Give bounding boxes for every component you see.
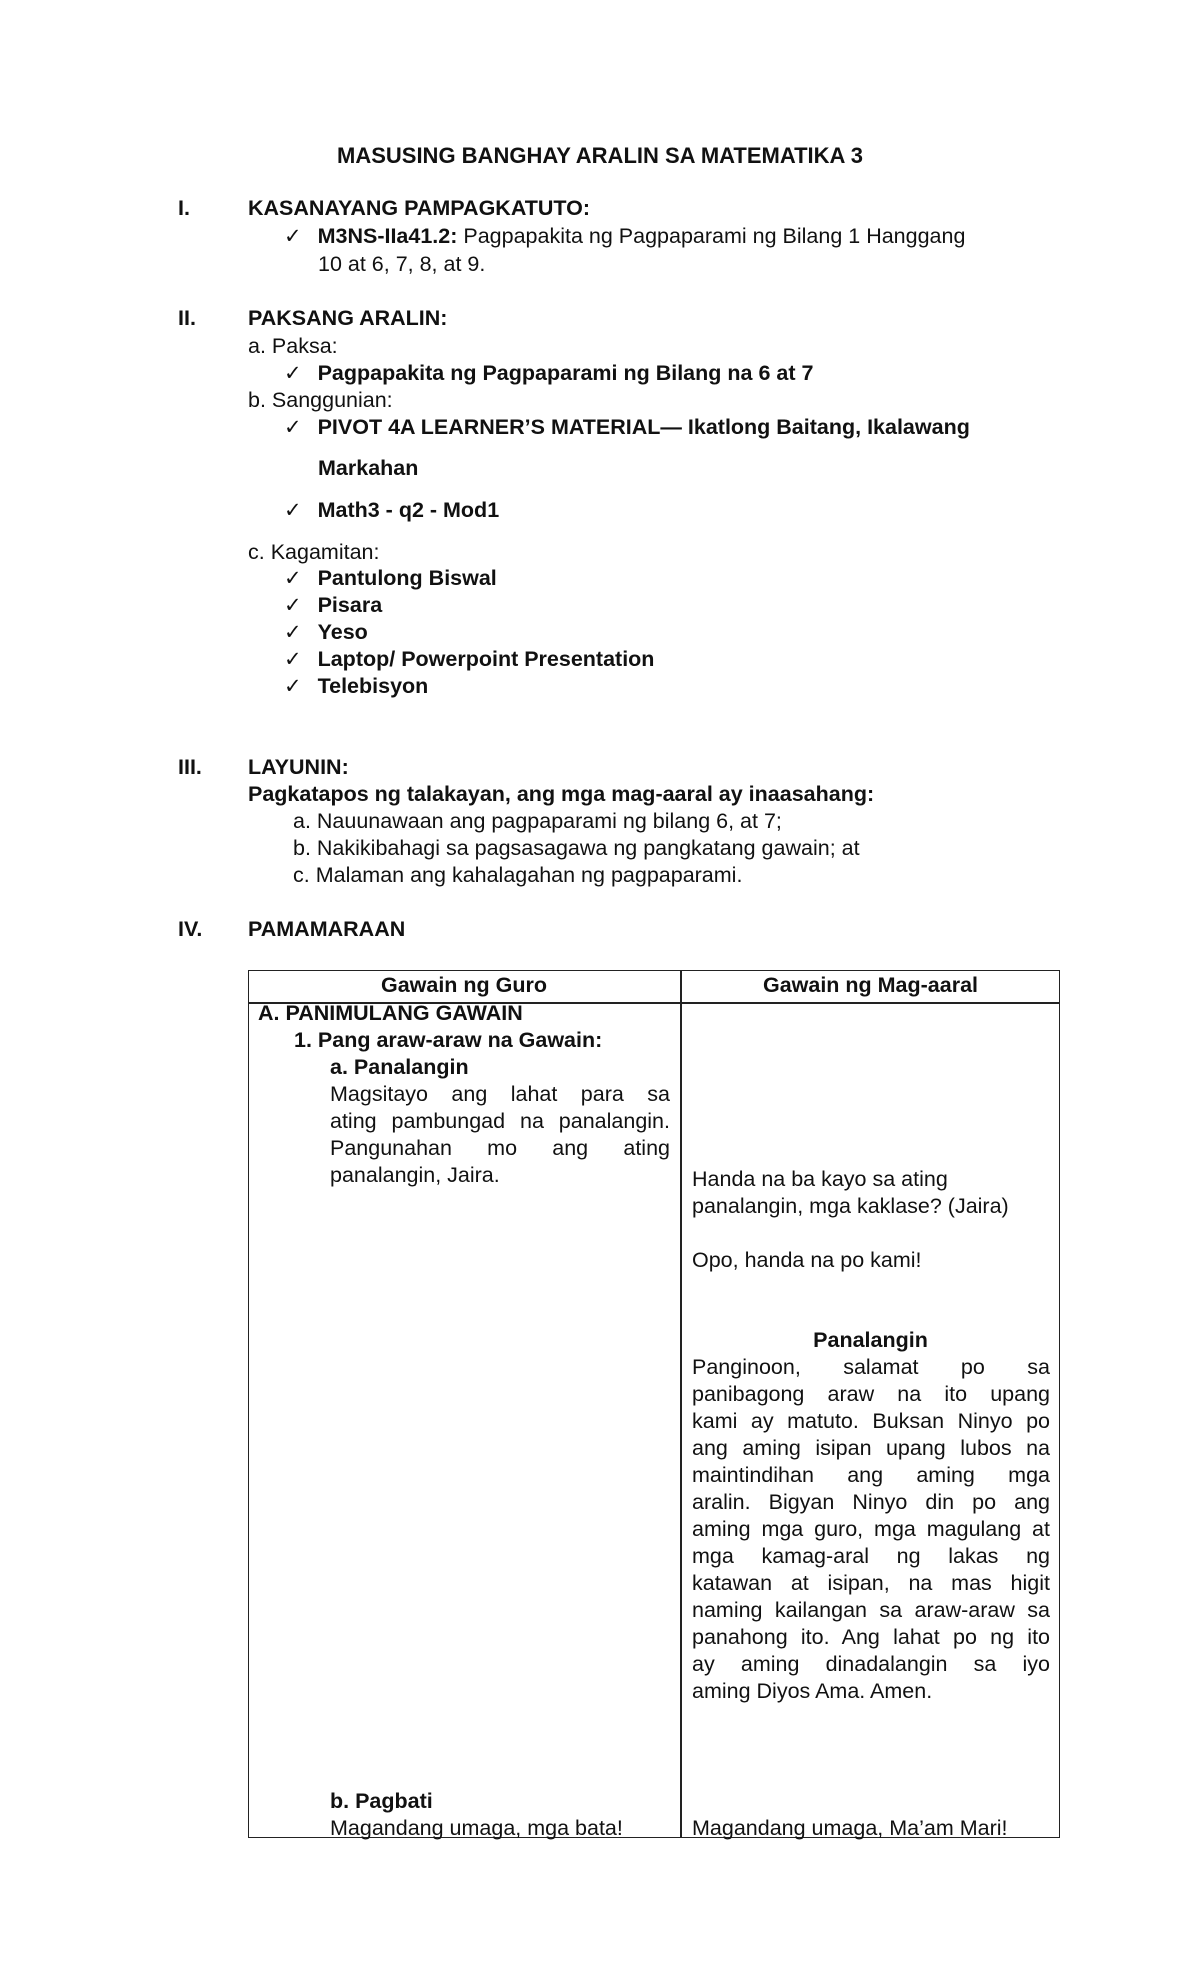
prayer-line: aralin. Bigyan Ninyo din po ang — [692, 1490, 1050, 1514]
check-icon: ✓ — [284, 674, 302, 698]
objective-item: c. Malaman ang kahalagahan ng pagpaparami. — [293, 863, 743, 887]
table-column-divider — [680, 970, 682, 1838]
sanggunian-item-1: ✓ PIVOT 4A LEARNER’S MATERIAL— Ikatlong Baitang, Ikalawang — [284, 415, 970, 439]
table-header-student: Gawain ng Mag-aaral — [762, 973, 979, 997]
sanggunian-item-2: ✓ Math3 - q2 - Mod1 — [284, 498, 500, 522]
teacher-prayer-line: ating pambungad na panalangin. — [330, 1109, 670, 1133]
part-a-heading: A. PANIMULANG GAWAIN — [258, 1001, 523, 1025]
section-4-heading: PAMAMARAAN — [248, 917, 406, 941]
kagamitan-item: ✓ Telebisyon — [284, 674, 429, 698]
objective-item: a. Nauunawaan ang pagpaparami ng bilang 6, at 7; — [293, 809, 782, 833]
prayer-line: maintindihan ang aming mga — [692, 1463, 1050, 1487]
prayer-line: aming mga guro, mga magulang at — [692, 1517, 1050, 1541]
kagamitan-item: ✓ Yeso — [284, 620, 368, 644]
kagamitan-item: ✓ Pantulong Biswal — [284, 566, 497, 590]
check-icon: ✓ — [284, 647, 302, 671]
sub-a-heading: a. Panalangin — [330, 1055, 469, 1079]
kagamitan-item: ✓ Pisara — [284, 593, 383, 617]
competency-text: Pagpapakita ng Pagpaparami ng Bilang 1 Hanggang — [457, 224, 966, 248]
kagamitan-label: c. Kagamitan: — [248, 540, 380, 564]
section-4-numeral: IV. — [178, 917, 203, 941]
section-3-heading: LAYUNIN: — [248, 755, 349, 779]
student-greeting: Magandang umaga, Ma’am Mari! — [692, 1816, 1008, 1840]
student-reply: Opo, handa na po kami! — [692, 1248, 922, 1272]
prayer-line: mga kamag-aral ng lakas ng — [692, 1544, 1050, 1568]
prayer-line: naming kailangan sa araw-araw sa — [692, 1598, 1050, 1622]
table-header-teacher: Gawain ng Guro — [380, 973, 548, 997]
check-icon: ✓ — [284, 566, 302, 590]
prayer-title: Panalangin — [813, 1328, 928, 1352]
check-icon: ✓ — [284, 224, 302, 248]
prayer-line: ang aming isipan upang lubos na — [692, 1436, 1050, 1460]
competency-code: M3NS-IIa41.2: — [317, 224, 458, 248]
sanggunian-label: b. Sanggunian: — [248, 388, 393, 412]
section-2-numeral: II. — [178, 306, 196, 330]
prayer-line: panibagong araw na ito upang — [692, 1382, 1050, 1406]
section-1-numeral: I. — [178, 196, 190, 220]
section-1-heading: KASANAYANG PAMPAGKATUTO: — [248, 196, 591, 220]
document-title: MASUSING BANGHAY ARALIN SA MATEMATIKA 3 — [337, 143, 863, 168]
kagamitan-item: ✓ Laptop/ Powerpoint Presentation — [284, 647, 655, 671]
prayer-line: kami ay matuto. Buksan Ninyo po — [692, 1409, 1050, 1433]
teacher-prayer-line: Pangunahan mo ang ating — [330, 1136, 670, 1160]
check-icon: ✓ — [284, 415, 302, 439]
prayer-line: panahong ito. Ang lahat po ng ito — [692, 1625, 1050, 1649]
student-ready-line: panalangin, mga kaklase? (Jaira) — [692, 1194, 1009, 1218]
section-2-heading: PAKSANG ARALIN: — [248, 306, 448, 330]
section-1-competency — [284, 223, 965, 250]
prayer-line: ay aming dinadalangin sa iyo — [692, 1652, 1050, 1676]
step-1-heading: 1. Pang araw-araw na Gawain: — [294, 1028, 603, 1052]
student-ready-line: Handa na ba kayo sa ating — [692, 1167, 948, 1191]
check-icon: ✓ — [284, 498, 302, 522]
objective-item: b. Nakikibahagi sa pagsasagawa ng pangkatang gawain; at — [293, 836, 860, 860]
objectives-intro: Pagkatapos ng talakayan, ang mga mag-aaral ay inaasahang: — [248, 782, 875, 806]
competency-text-continued: 10 at 6, 7, 8, at 9. — [318, 252, 486, 276]
prayer-line: Panginoon, salamat po sa — [692, 1355, 1050, 1379]
check-icon: ✓ — [284, 593, 302, 617]
check-icon: ✓ — [284, 620, 302, 644]
prayer-line: katawan at isipan, na mas higit — [692, 1571, 1050, 1595]
check-icon: ✓ — [284, 361, 302, 385]
paksa-item: ✓ Pagpapakita ng Pagpaparami ng Bilang na 6 at 7 — [284, 361, 814, 385]
paksa-label: a. Paksa: — [248, 334, 338, 358]
sub-b-heading: b. Pagbati — [330, 1789, 433, 1813]
teacher-greeting: Magandang umaga, mga bata! — [330, 1816, 623, 1840]
sanggunian-item-1-continued: Markahan — [318, 456, 419, 480]
section-3-numeral: III. — [178, 755, 202, 779]
prayer-line: aming Diyos Ama. Amen. — [692, 1679, 933, 1703]
teacher-prayer-line: panalangin, Jaira. — [330, 1163, 500, 1187]
teacher-prayer-line: Magsitayo ang lahat para sa — [330, 1082, 670, 1106]
